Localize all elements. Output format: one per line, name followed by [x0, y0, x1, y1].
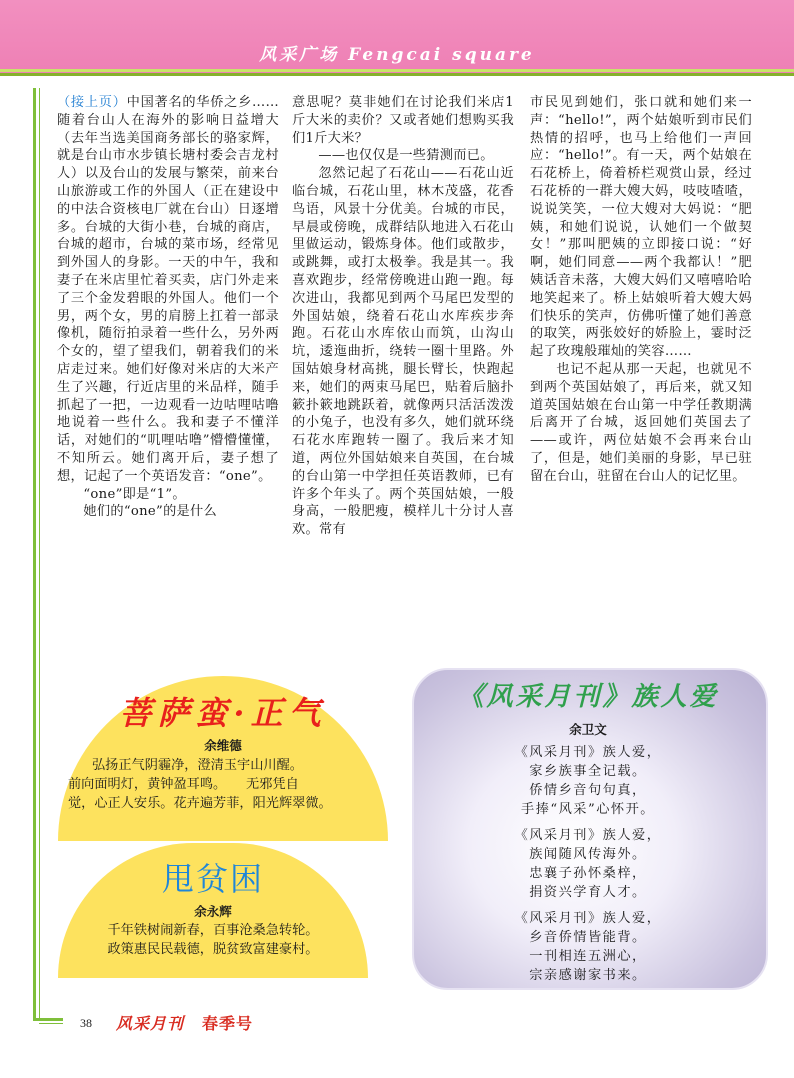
poem-1-author: 余维德 [204, 738, 242, 753]
article-column-3 [530, 94, 752, 486]
poem-line: 一刊相连五洲心， [529, 949, 647, 964]
poem-line: 宗亲感谢家书来。 [529, 968, 647, 983]
poem-line: 政策惠民民载德，脱贫致富建豪村。 [107, 942, 319, 957]
poem-1-body [68, 756, 388, 813]
page-number: 38 [80, 1016, 92, 1030]
issue-label: 春季号 [202, 1014, 254, 1033]
margin-rule-thin [39, 88, 40, 1018]
poem-3-stanza-3 [412, 909, 764, 985]
continued-label: （接上页） [57, 95, 127, 110]
poem-2-author: 余永辉 [194, 904, 232, 919]
poem-line: 族闻随风传海外。 [529, 847, 647, 862]
poem-2-title: 甩贫困 [161, 860, 264, 898]
paragraph: 也记不起从那一天起，也就见不到两个英国姑娘了，再后来，就又知道英国姑娘在台山第一中学任教期满后离开了台城，返回她们英国去了——或许，两位姑娘不会再来台山了，但是，她们美丽的身影，早已驻留在台山，驻留在台山人的记忆里。 [530, 361, 752, 484]
poem-3-stanza-1 [412, 743, 764, 819]
poem-3-author: 余卫文 [569, 722, 607, 737]
paragraph: 市民见到她们，张口就和她们来一声：“hello!”，两个姑娘听到市民们热情的招呼，也马上给他们一声回应：“hello!”。有一天，两个姑娘在石花桥上，倚着桥栏观赏山景，经过石花桥的一群大嫂大妈，吱吱喳喳，说说笑笑，一位大嫂对大妈说：“肥姨，和她们说说，认她们一个做契女！”那叫肥姨的立即接口说：“好啊，她们同意——两个我都认！”肥姨话音未落，大嫂大妈们又嘻嘻哈哈地笑起来了。桥上姑娘听着大嫂大妈们快乐的笑声，仿佛听懂了她们善意的取笑，两张姣好的娇脸上，霎时泛起了玫瑰般璀灿的笑容…… [530, 95, 752, 360]
poem-line: 前向面明灯，黄钟盈耳鸣。 无邪凭自 [68, 777, 299, 792]
paragraph: “one”即是“1”。 [83, 486, 186, 502]
paragraph: 她们的“one”的是什么 [83, 504, 218, 520]
poem-line: 《风采月刊》族人爱， [514, 828, 662, 843]
paragraph: （接上页）中国著名的华侨之乡……随着台山人在海外的影响日益增大（去年当选美国商务部长的骆家辉，就是台山市水步镇长塘村委会吉龙村人）以及台山的发展与繁荣，前来台山旅游或工作的外国人（正在建设中的中法合资核电厂就在台山）日逐增多。台城的大街小巷，台城的商店，台城的超市，台城的菜市场，经常见到外国人的身影。一天的中午，我和妻子在米店里忙着买卖，店门外走来了三个金发碧眼的外国人。他们一个男，两个女，男的肩膀上扛着一部录像机，随衍拍录着一些什么，另外两个女的，望了望我们，朝着我们的米店走过来。她们好像对米店的大米产生了兴趣，行近店里的米品样，随手抓起了一把，一边观看一边咕哩咕噜地说着一些什么。我和妻子不懂洋话，对她们的“叽哩咕噜”懵懵懂懂，不知所云。她们离开后，妻子想了想，记起了一个英语发音：“one”。 [57, 95, 279, 484]
paragraph: ——也仅仅是一些猜测而已。 [318, 148, 494, 164]
poem-3-title: 《风采月刊》族人爱 [457, 682, 719, 712]
poem-line: 《风采月刊》族人爱， [514, 745, 662, 760]
article-column-1 [57, 94, 279, 521]
paragraph: 忽然记起了石花山——石花山近临台城，石花山里，林木茂盛，花香鸟语，风景十分优美。台城的市民，早晨或傍晚，成群结队地进入石花山里做运动，锻炼身体。他们或散步，或跳舞，或打太极拳。我是其一。我喜欢跑步，经常傍晚进山跑一跑。每次进山，我都见到两个马尾巴发型的外国姑娘，绕着石花山水库疾步奔跑。石花山水库依山而筑，山沟山坑，逶迤曲折，绕转一圈十里路。外国姑娘身材高挑，腿长臂长，快跑起来，她们的两束马尾巴，贴着后脑扑簌扑簌地跳跃着，就像两只活活泼泼的小兔子，也没有多久，她们就环绕石花水库跑转一圈了。我后来才知道，两位外国姑娘来自英国，在台城的台山第一中学担任英语教师，已有许多个年头了。两个英国姑娘，一般身高，一般肥瘦，模样儿十分讨人喜欢。常有 [292, 166, 514, 538]
header-stripe-light [0, 69, 794, 72]
poem-line: 侨情乡音句句真， [529, 783, 647, 798]
poem-line: 千年铁树闹新春，百事沧桑急转轮。 [107, 923, 319, 938]
poem-3-stanza-2 [412, 826, 764, 902]
header-stripe-dark [0, 73, 794, 76]
poem-1-title: 菩萨蛮·正气 [119, 694, 327, 732]
poem-line: 觉，心正人安乐。花卉遍芳菲，阳光辉翠微。 [68, 796, 332, 811]
poem-line: 忠襄子孙怀桑梓， [529, 866, 647, 881]
margin-rule-foot [33, 1018, 63, 1021]
poem-line: 家乡族事全记载。 [529, 764, 647, 779]
section-title: 风采广场 Fengcai square [259, 45, 535, 65]
magazine-name: 风采月刊 [116, 1014, 185, 1033]
poem-line: 《风采月刊》族人爱， [514, 911, 662, 926]
poem-line: 捐资兴学育人才。 [529, 885, 647, 900]
article-column-2 [292, 94, 514, 539]
margin-rule-foot-thin [39, 1023, 63, 1024]
poem-line: 弘扬正气阴霾净，澄清玉宇山川醒。 [92, 758, 303, 773]
poem-line: 手捧“风采”心怀开。 [521, 802, 655, 817]
margin-rule [33, 88, 36, 1018]
poem-line: 乡音侨情皆能背。 [529, 930, 647, 945]
paragraph: 意思呢？莫非她们在讨论我们米店1斤大米的卖价？又或者她们想购买我们1斤大米？ [292, 95, 514, 146]
poem-2-body [58, 921, 368, 959]
